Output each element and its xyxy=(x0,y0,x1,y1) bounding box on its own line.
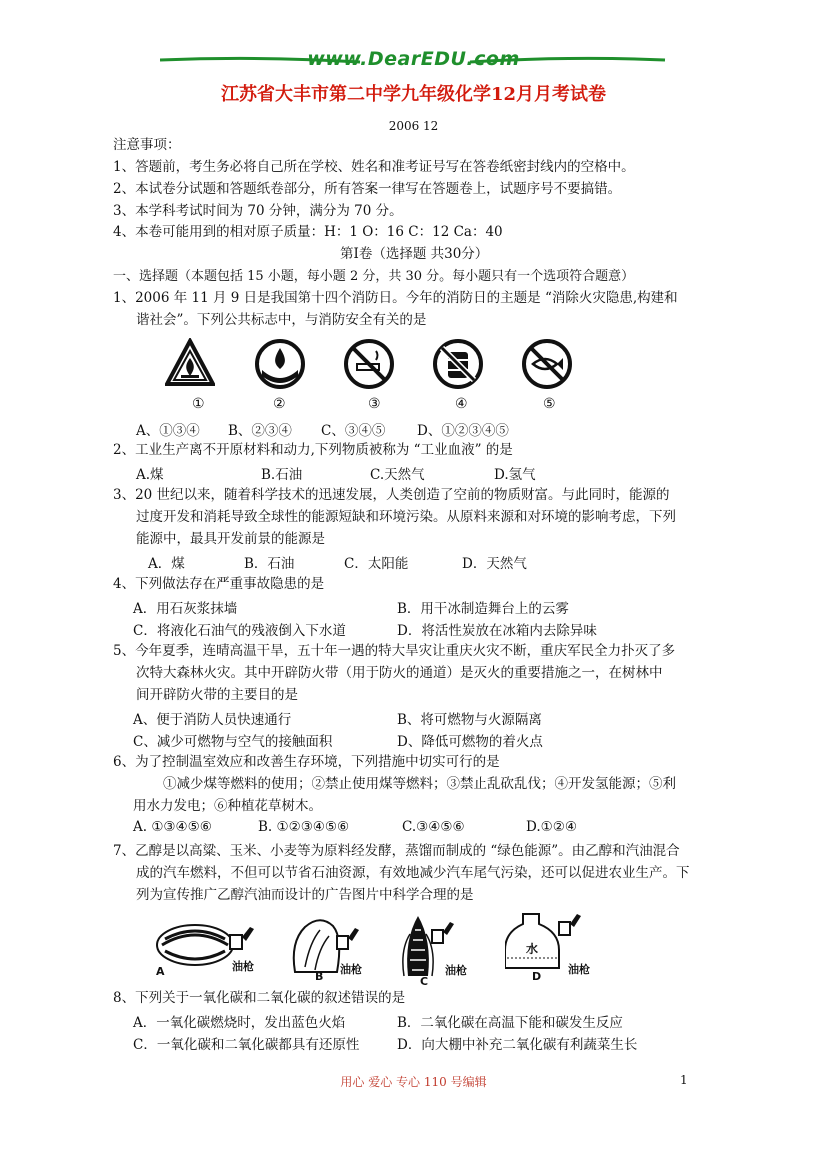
icon-label: ① xyxy=(192,396,205,412)
option: B、将可燃物与火源隔离 xyxy=(397,712,542,728)
option: A．用石灰浆抹墙 xyxy=(133,601,238,617)
option: C、③④⑤ xyxy=(321,423,386,439)
option: D．天然气 xyxy=(462,556,527,572)
image-letter: D xyxy=(532,970,542,983)
option: A、便于消防人员快速通行 xyxy=(133,712,292,728)
option: B、②③④ xyxy=(228,423,292,439)
notes-heading: 注意事项： xyxy=(113,137,181,153)
question-3-text: 能源中，最具开发前景的能源是 xyxy=(136,531,325,547)
exam-title: 江苏省大丰市第二中学九年级化学12月月考试卷 xyxy=(220,84,607,105)
image-letter: A xyxy=(156,965,165,978)
option: D、降低可燃物的着火点 xyxy=(397,734,543,750)
image-label: 油枪 xyxy=(232,960,254,973)
flammable-warning-icon xyxy=(165,338,215,388)
icon-label: ④ xyxy=(455,396,468,412)
question-5-text: 间开辟防火带的主要目的是 xyxy=(136,687,298,703)
question-6-text: 6、为了控制温室效应和改善生存环境，下列措施中切实可行的是 xyxy=(113,754,500,770)
question-7-text: 列为宣传推广乙醇汽油而设计的广告图片中科学合理的是 xyxy=(136,887,474,903)
icon-label: ② xyxy=(273,396,286,412)
section-heading: 第Ⅰ卷（选择题 共30分） xyxy=(340,246,489,262)
icon-label: ③ xyxy=(368,396,381,412)
option: D.氢气 xyxy=(494,467,536,483)
option: B．石油 xyxy=(244,556,295,572)
question-6-text: ①减少煤等燃料的使用；②禁止使用煤等燃料；③禁止乱砍乱伐；④开发氢能源；⑤利 xyxy=(163,776,676,792)
note-item: 3、本学科考试时间为 70 分钟，满分为 70 分。 xyxy=(113,203,403,219)
option: A．一氧化碳燃烧时，发出蓝色火焰 xyxy=(133,1015,346,1031)
watermelon-fuel-image xyxy=(150,915,270,985)
question-8-text: 8、下列关于一氧化碳和二氧化碳的叙述错误的是 xyxy=(113,990,406,1006)
no-smoking-icon xyxy=(343,338,395,390)
icon-label: ⑤ xyxy=(543,396,556,412)
image-label: 油枪 xyxy=(568,963,590,976)
note-item: 1、答题前，考生务必将自己所在学校、姓名和准考证号写在答卷纸密封线内的空格中。 xyxy=(113,159,635,175)
page-number: 1 xyxy=(680,1073,688,1087)
footer-text: 用心 爱心 专心 110 号编辑 xyxy=(340,1075,487,1089)
option: C．太阳能 xyxy=(344,556,409,572)
option: D．将活性炭放在冰箱内去除异味 xyxy=(397,623,597,639)
question-3-text: 过度开发和消耗导致全球性的能源短缺和环境污染。从原料来源和对环境的影响考虑，下列 xyxy=(136,509,676,525)
option: C．一氧化碳和二氧化碳都具有还原性 xyxy=(133,1037,360,1053)
option: A.煤 xyxy=(136,467,164,483)
option: B．二氧化碳在高温下能和碳发生反应 xyxy=(397,1015,623,1031)
option: A．煤 xyxy=(148,556,185,572)
option: C．将液化石油气的残液倒入下水道 xyxy=(133,623,346,639)
option: A. ①③④⑤⑥ xyxy=(133,819,212,835)
exam-date: 2006 12 xyxy=(388,119,439,133)
option: C、减少可燃物与空气的接触面积 xyxy=(133,734,333,750)
option: D、①②③④⑤ xyxy=(417,423,509,439)
note-item: 4、本卷可能用到的相对原子质量：H：1 O：16 C：12 Ca：40 xyxy=(113,224,503,240)
option: A、①③④ xyxy=(136,423,200,439)
question-1-text: 1、2006 年 11 月 9 日是我国第十四个消防日。今年的消防日的主题是 “消除火灾隐患,构建和 xyxy=(113,290,678,306)
image-label: 油枪 xyxy=(445,964,467,977)
no-dumping-icon xyxy=(432,338,484,390)
question-2-text: 2、工业生产离不开原材料和动力,下列物质被称为 “工业血液” 的是 xyxy=(113,442,513,458)
question-7-text: 成的汽车燃料，不但可以节省石油资源，有效地减少汽车尾气污染，还可以促进农业生产。下 xyxy=(136,865,690,881)
question-1-text: 谐社会”。下列公共标志中，与消防安全有关的是 xyxy=(136,312,427,328)
note-item: 2、本试卷分试题和答题纸卷部分，所有答案一律写在答题卷上，试题序号不要搞错。 xyxy=(113,181,622,197)
option: B．用干冰制造舞台上的云雾 xyxy=(397,601,569,617)
water-label: 水 xyxy=(526,942,539,956)
site-banner: www.DearEDU.com xyxy=(307,48,520,70)
image-letter: B xyxy=(315,970,324,983)
option: C.③④⑤⑥ xyxy=(402,819,465,835)
question-4-text: 4、下列做法存在严重事故隐患的是 xyxy=(113,576,325,592)
question-5-text: 5、今年夏季，连晴高温干旱，五十年一遇的特大旱灾让重庆火灾不断，重庆军民全力扑灭了多 xyxy=(113,643,676,659)
image-label: 油枪 xyxy=(340,963,362,976)
option: D.①②④ xyxy=(526,819,577,835)
water-hand-icon xyxy=(254,338,306,390)
question-7-text: 7、乙醇是以高粱、玉米、小麦等为原料经发酵，蒸馏而制成的 “绿色能源”。由乙醇和汽油混合 xyxy=(113,843,680,859)
no-fishing-icon xyxy=(521,338,573,390)
option: C.天然气 xyxy=(370,467,425,483)
question-3-text: 3、20 世纪以来，随着科学技术的迅速发展，人类创造了空前的物质财富。与此同时，能源的 xyxy=(113,487,670,503)
option: D．向大棚中补充二氧化碳有利蔬菜生长 xyxy=(397,1037,638,1053)
section-instruction: 一、选择题（本题包括 15 小题，每小题 2 分，共 30 分。每小题只有一个选项符合题意） xyxy=(113,269,635,284)
question-5-text: 次特大森林火灾。其中开辟防火带（用于防火的通道）是灭火的重要措施之一，在树林中 xyxy=(136,665,663,681)
option: B.石油 xyxy=(261,467,303,483)
image-letter: C xyxy=(420,975,429,988)
question-6-text: 用水力发电；⑥种植花草树木。 xyxy=(133,798,322,814)
option: B. ①②③④⑤⑥ xyxy=(258,819,350,835)
